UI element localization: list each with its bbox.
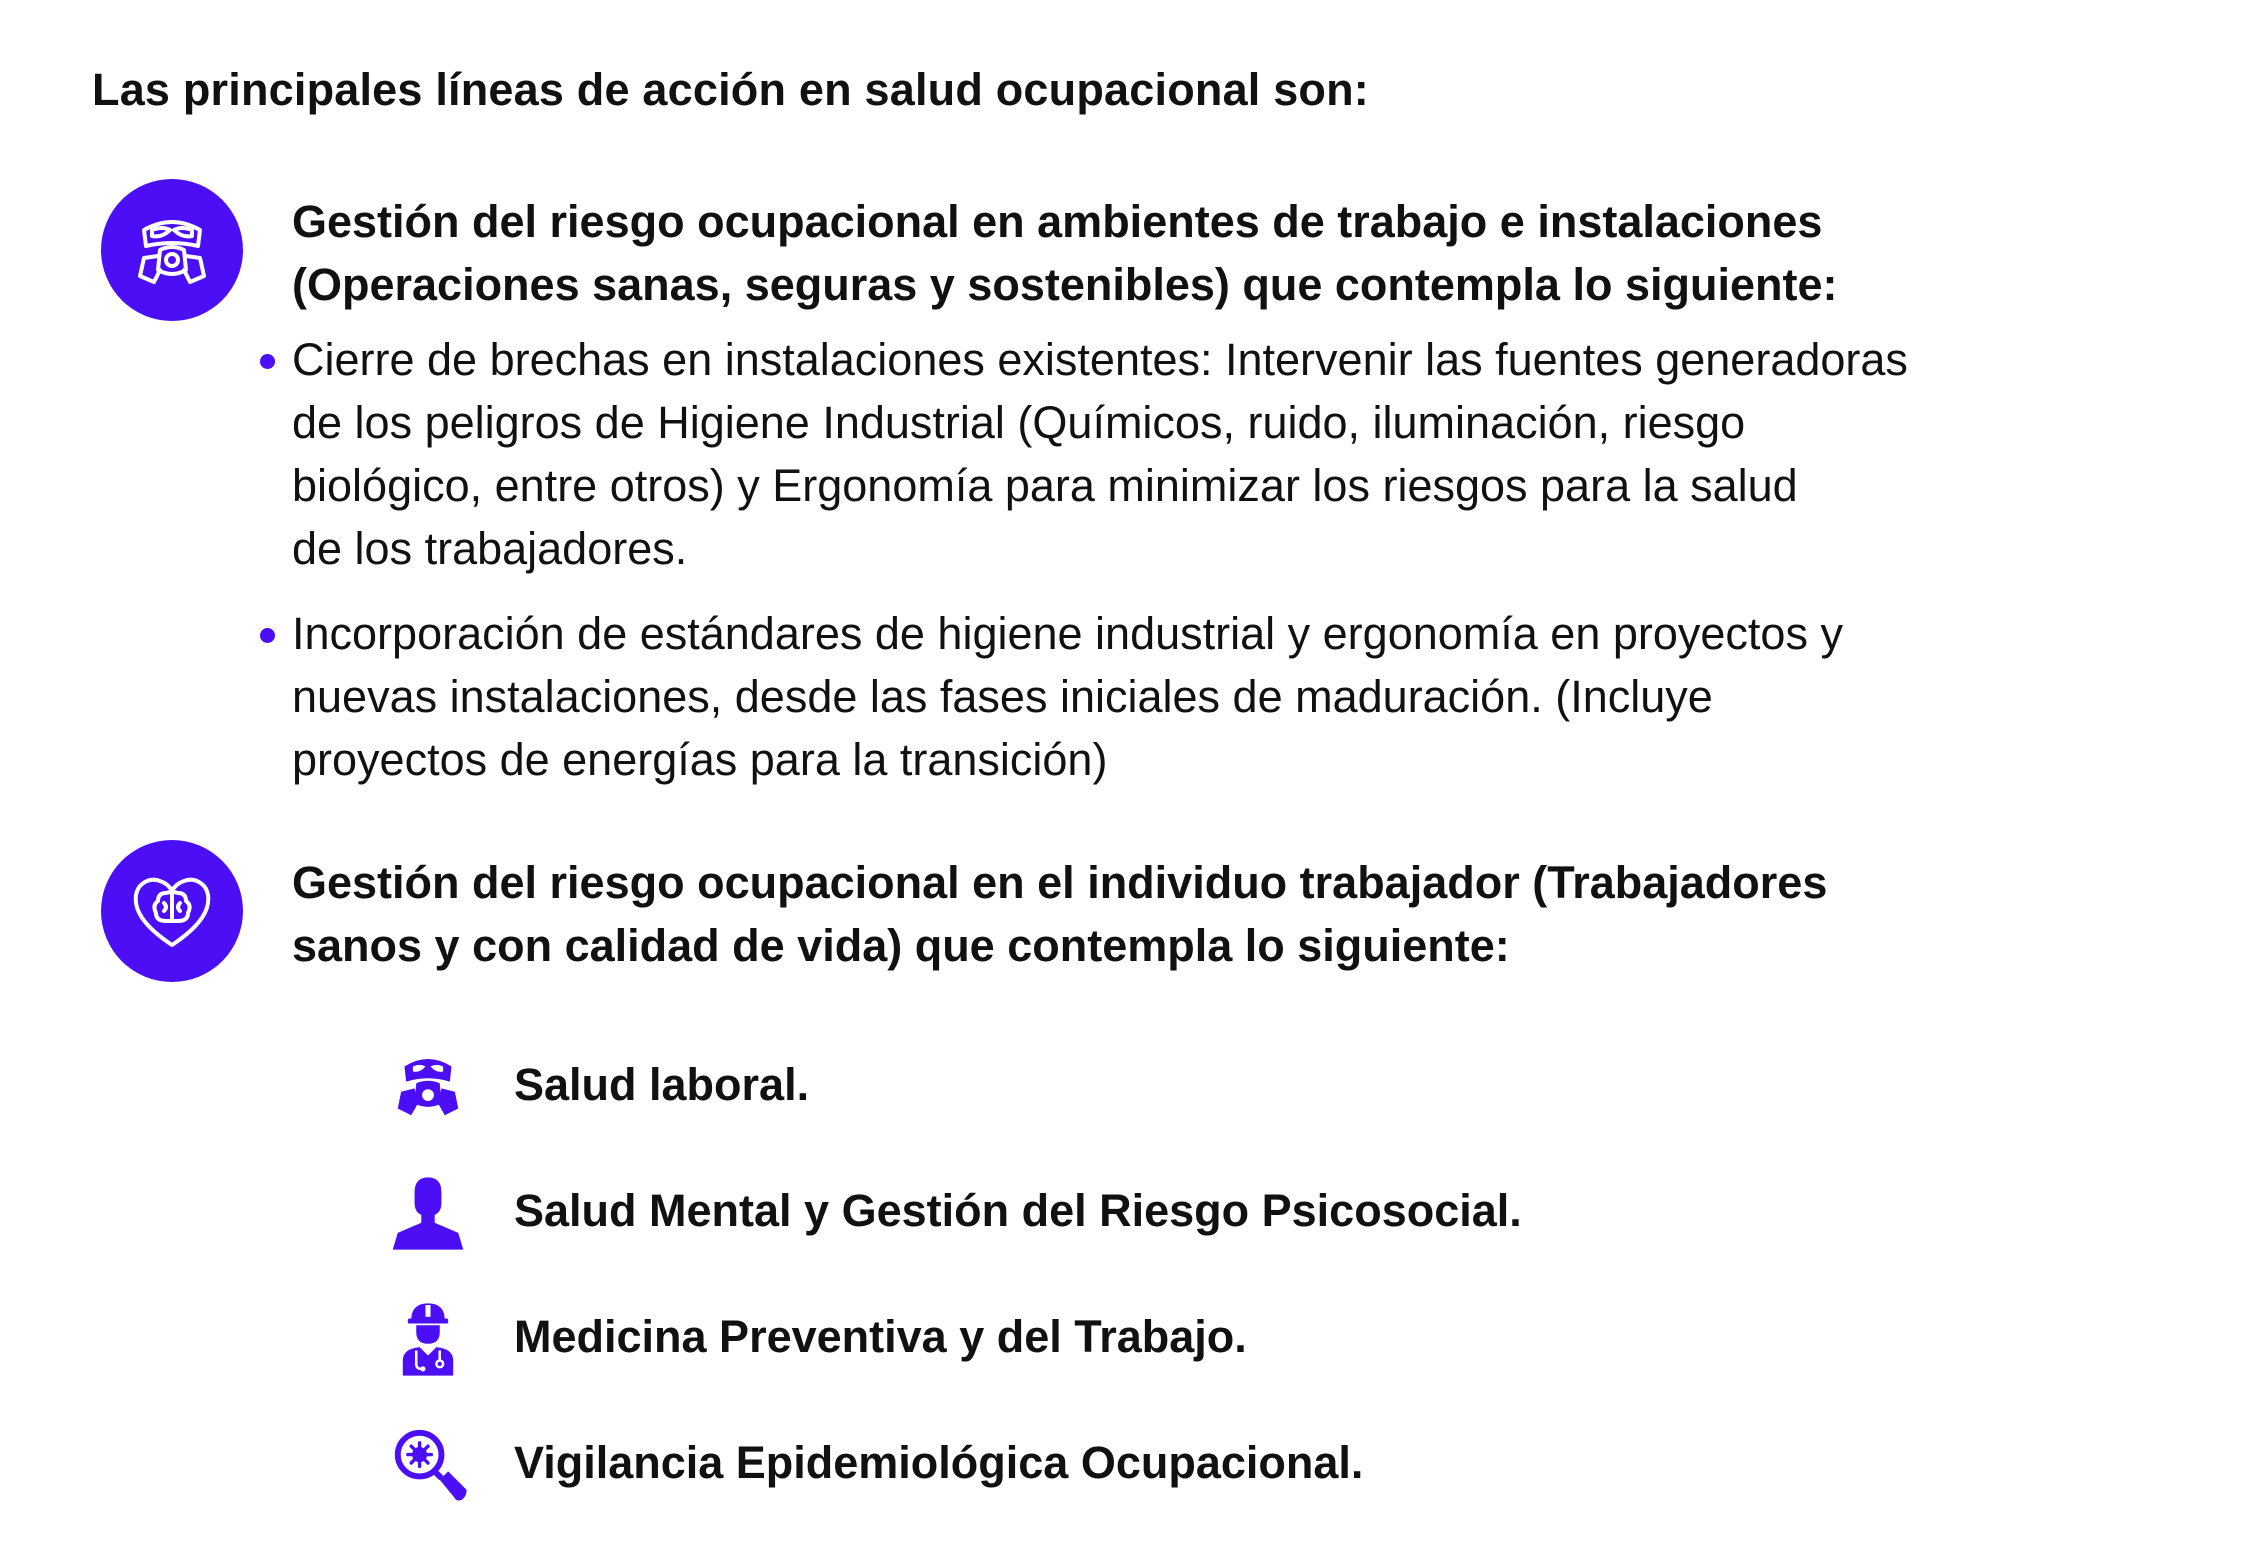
intro-heading: Las principales líneas de acción en salud ocupacional son:	[92, 64, 1369, 115]
doctor-hardhat-icon	[380, 1289, 476, 1385]
section-1-title-line: (Operaciones sanas, seguras y sostenibles) que contempla lo siguiente:	[292, 259, 1838, 310]
list-item	[292, 602, 1908, 791]
bullet-dot-icon	[260, 628, 275, 643]
sub-item-label: Salud Mental y Gestión del Riesgo Psicosocial.	[514, 1185, 1522, 1236]
list-item	[292, 328, 1908, 580]
bullet-dot-icon	[260, 354, 275, 369]
section-1-title-line: Gestión del riesgo ocupacional en ambientes de trabajo e instalaciones	[292, 196, 1823, 247]
gas-mask-icon	[101, 179, 243, 321]
bullet-text-line: proyectos de energías para la transición)	[292, 734, 1108, 785]
sub-item-label: Salud laboral.	[514, 1059, 810, 1110]
section-2-title-line: Gestión del riesgo ocupacional en el individuo trabajador (Trabajadores	[292, 857, 1828, 908]
virus-magnifier-icon	[380, 1415, 476, 1511]
bullet-text-line: Cierre de brechas en instalaciones existentes: Intervenir las fuentes generadoras	[292, 334, 1908, 385]
bullet-text-line: biológico, entre otros) y Ergonomía para minimizar los riesgos para la salud	[292, 460, 1798, 511]
bullet-text-line: nuevas instalaciones, desde las fases iniciales de maduración. (Incluye	[292, 671, 1713, 722]
sub-item-vigilancia-epidemiologica	[380, 1413, 1363, 1513]
gas-mask-icon	[380, 1037, 476, 1133]
heart-brain-icon	[101, 840, 243, 982]
section-1-title	[292, 190, 1837, 316]
sub-item-salud-laboral	[380, 1035, 809, 1135]
section-2-title	[292, 851, 1827, 977]
bullet-text-line: de los peligros de Higiene Industrial (Químicos, ruido, iluminación, riesgo	[292, 397, 1746, 448]
section-1-bullet-list	[292, 328, 1908, 813]
person-silhouette-icon	[380, 1163, 476, 1259]
sub-item-medicina-preventiva	[380, 1287, 1247, 1387]
section-2-title-line: sanos y con calidad de vida) que contempla lo siguiente:	[292, 920, 1510, 971]
bullet-text-line: de los trabajadores.	[292, 523, 688, 574]
bullet-text-line: Incorporación de estándares de higiene industrial y ergonomía en proyectos y	[292, 608, 1843, 659]
sub-item-label: Medicina Preventiva y del Trabajo.	[514, 1311, 1247, 1362]
sub-item-label: Vigilancia Epidemiológica Ocupacional.	[514, 1437, 1364, 1488]
sub-item-salud-mental	[380, 1161, 1522, 1261]
